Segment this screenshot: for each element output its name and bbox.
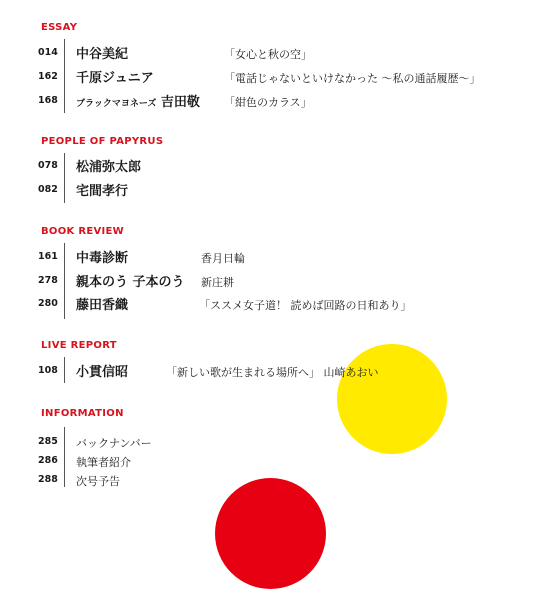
page-number: 082: [38, 184, 58, 195]
page-number: 078: [38, 160, 58, 171]
page-number: 108: [38, 365, 58, 376]
papyrus-heading: PEOPLE OF PAPYRUS: [41, 136, 164, 147]
info-rule: [64, 427, 65, 487]
info-heading: INFORMATION: [41, 408, 124, 419]
page-number: 168: [38, 95, 58, 106]
essay-rule: [64, 39, 65, 113]
author-name: 親本のう 子本のう: [76, 275, 185, 290]
article-title: 「ススメ女子道！ 読めば回路の日和あり」: [199, 299, 412, 312]
red-circle-decoration: [215, 478, 326, 589]
author-name: 中谷美紀: [76, 47, 129, 62]
page-number: 161: [38, 251, 58, 262]
article-title: 香月日輪: [201, 252, 245, 265]
review-rule: [64, 243, 65, 319]
info-label: 執筆者紹介: [76, 456, 131, 469]
info-label: 次号予告: [76, 475, 120, 488]
article-title: 「新しい歌が生まれる場所へ」 山崎あおい: [166, 366, 379, 379]
author-name-main: 吉田敬: [160, 95, 200, 110]
author-prefix: ブラックマヨネーズ: [76, 99, 157, 109]
page-number: 288: [38, 474, 58, 485]
essay-heading: ESSAY: [41, 22, 78, 33]
author-name: 小貫信昭: [76, 365, 129, 380]
page-number: 162: [38, 71, 58, 82]
info-label: バックナンバー: [76, 437, 152, 450]
page-number: 280: [38, 298, 58, 309]
live-rule: [64, 357, 65, 383]
author-name: 宅間孝行: [76, 184, 129, 199]
article-title: 「電話じゃないといけなかった ～私の通話履歴～」: [224, 72, 481, 85]
author-name: 松浦弥太郎: [76, 160, 142, 175]
live-heading: LIVE REPORT: [41, 340, 117, 351]
papyrus-rule: [64, 153, 65, 203]
page-number: 014: [38, 47, 58, 58]
article-title: 「女心と秋の空」: [224, 48, 312, 61]
review-heading: BOOK REVIEW: [41, 226, 125, 237]
author-name: 藤田香織: [76, 298, 129, 313]
page-number: 285: [38, 436, 58, 447]
yellow-circle-decoration: [337, 344, 447, 454]
author-name: 千原ジュニア: [76, 71, 154, 86]
author-name: [76, 91, 200, 110]
article-title: 「紺色のカラス」: [224, 96, 312, 109]
author-name: 中毒診断: [76, 251, 129, 266]
page-number: 278: [38, 275, 58, 286]
article-title: 新庄耕: [201, 276, 234, 289]
page-number: 286: [38, 455, 58, 466]
